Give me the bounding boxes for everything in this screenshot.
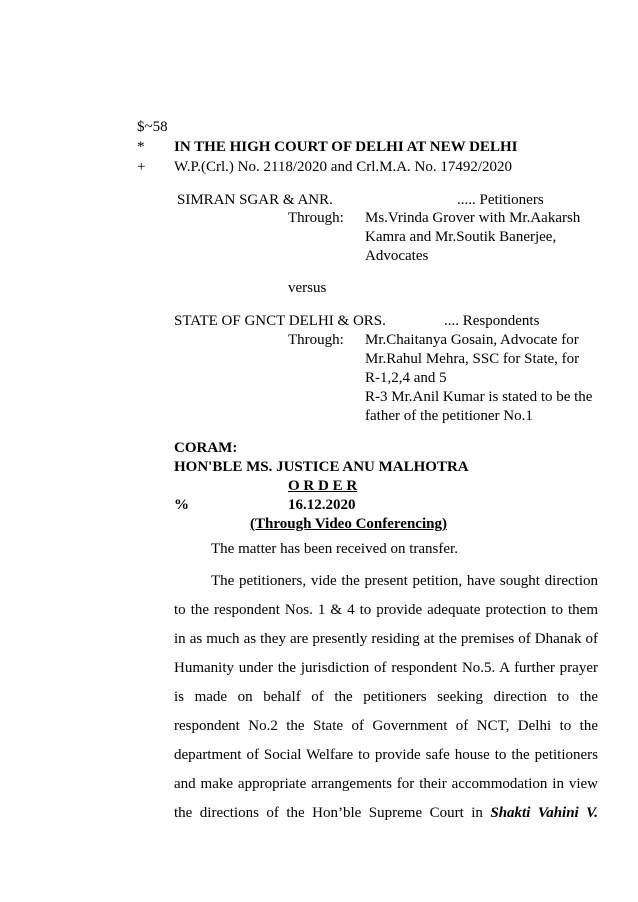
paragraph-line: and make appropriate arrangements for their accommodation in view: [174, 776, 598, 792]
order-title: O R D E R: [288, 478, 358, 494]
plus-mark: +: [137, 159, 146, 175]
petitioner-name: SIMRAN SGAR & ANR.: [177, 192, 333, 208]
list-number: $~58: [137, 119, 168, 135]
case-citation: Shakti Vahini V.: [490, 805, 598, 821]
petitioner-counsel-line: Kamra and Mr.Soutik Banerjee,: [365, 229, 557, 245]
paragraph-1: The matter has been received on transfer.: [211, 541, 458, 557]
percent-mark: %: [174, 497, 189, 513]
paragraph-line: respondent No.2 the State of Government of NCT, Delhi to the: [174, 718, 598, 734]
judge-name: HON'BLE MS. JUSTICE ANU MALHOTRA: [174, 459, 469, 475]
paragraph-line: in as much as they are presently residing at the premises of Dhanak of: [174, 631, 598, 647]
respondent-name: STATE OF GNCT DELHI & ORS.: [174, 313, 386, 329]
respondent-counsel-line: father of the petitioner No.1: [365, 408, 533, 424]
coram-label: CORAM:: [174, 440, 238, 456]
case-number: W.P.(Crl.) No. 2118/2020 and Crl.M.A. No. 17492/2020: [174, 159, 513, 175]
paragraph-last-line: [174, 799, 598, 828]
respondent-counsel-line: Mr.Chaitanya Gosain, Advocate for: [365, 332, 579, 348]
court-title: IN THE HIGH COURT OF DELHI AT NEW DELHI: [174, 139, 518, 155]
through-label-petitioner: Through:: [288, 210, 344, 226]
paragraph-line: department of Social Welfare to provide safe house to the petitioners: [174, 747, 598, 763]
hearing-mode: (Through Video Conferencing): [250, 516, 447, 532]
petitioner-counsel-line: Ms.Vrinda Grover with Mr.Aakarsh: [365, 210, 581, 226]
paragraph-2: [174, 567, 598, 828]
petitioner-role: ..... Petitioners: [457, 192, 544, 208]
paragraph-line: is made on behalf of the petitioners seeking direction to the: [174, 689, 598, 705]
star-mark: *: [137, 139, 145, 155]
respondent-counsel-line: R-1,2,4 and 5: [365, 370, 447, 386]
through-label-respondent: Through:: [288, 332, 344, 348]
respondent-counsel-line: R-3 Mr.Anil Kumar is stated to be the: [365, 389, 593, 405]
respondent-counsel-line: Mr.Rahul Mehra, SSC for State, for: [365, 351, 580, 367]
paragraph-line: Humanity under the jurisdiction of respondent No.5. A further prayer: [174, 660, 598, 676]
paragraph-line: The petitioners, vide the present petition, have sought direction: [211, 573, 598, 589]
order-date: 16.12.2020: [288, 497, 356, 513]
respondent-role: .... Respondents: [444, 313, 540, 329]
paragraph-line-prefix: the directions of the Hon’ble Supreme Court in: [174, 805, 483, 821]
versus-label: versus: [288, 280, 327, 296]
paragraph-line: to the respondent Nos. 1 & 4 to provide adequate protection to them: [174, 602, 598, 618]
petitioner-counsel-line: Advocates: [365, 248, 429, 264]
